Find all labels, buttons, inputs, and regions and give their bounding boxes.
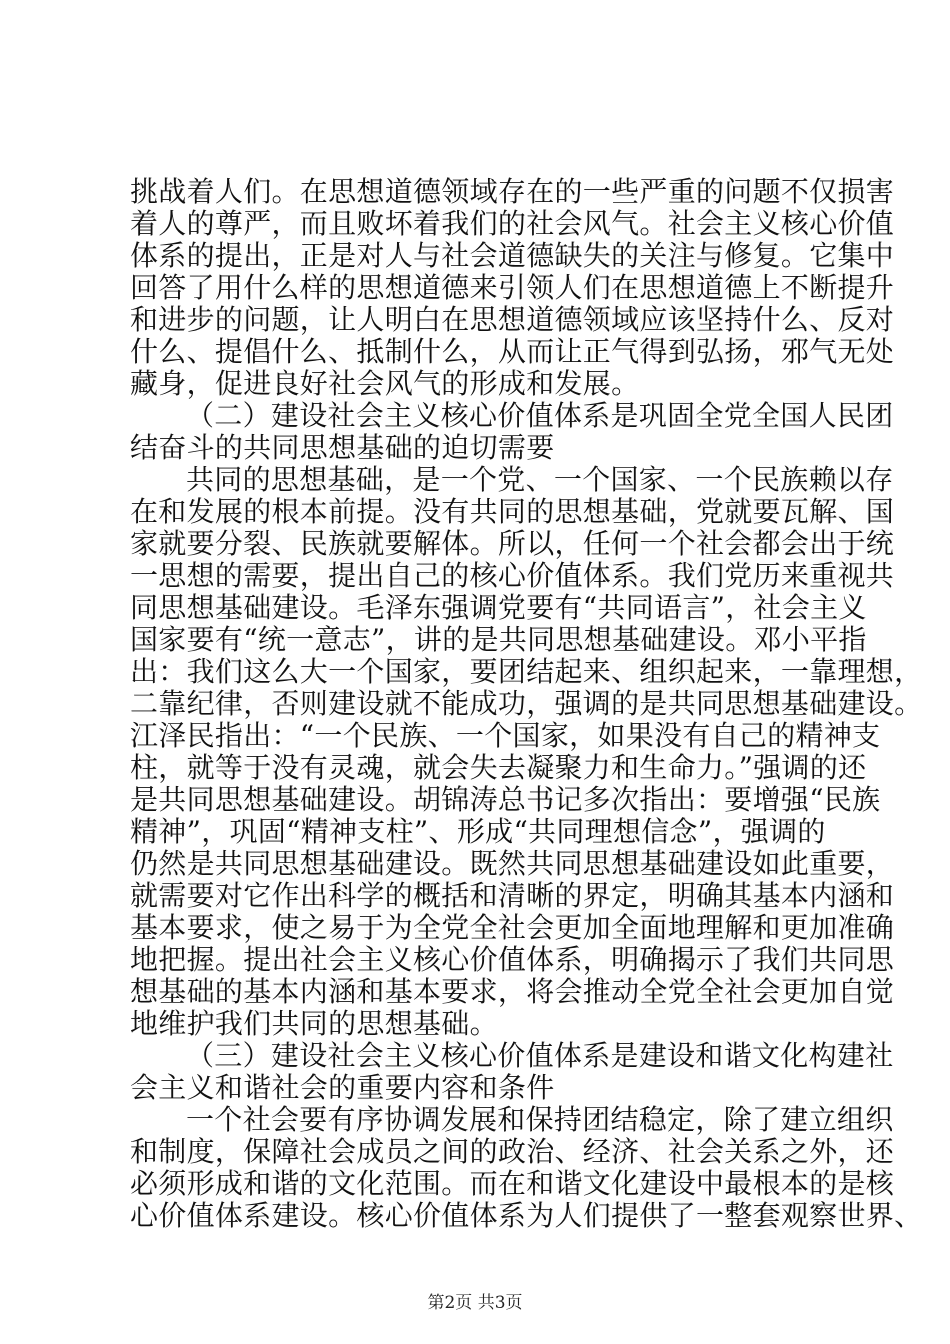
- text-line-22: 仍然是共同思想基础建设。既然共同思想基础建设如此重要，: [130, 847, 895, 880]
- section-heading-3-line-1: （三）建设社会主义核心价值体系是建设和谐文化构建社: [186, 1039, 894, 1072]
- text-line-6: 什么、提倡什么、抵制什么，从而让正气得到弘扬，邪气无处: [130, 335, 895, 368]
- text-line-15: 国家要有“统一意志”，讲的是共同思想基础建设。邓小平指: [130, 623, 867, 656]
- text-line-13: 一思想的需要，提出自己的核心价值体系。我们党历来重视共: [130, 559, 895, 592]
- section-heading-3-line-2: 会主义和谐社会的重要内容和条件: [130, 1071, 555, 1104]
- text-line-12: 家就要分裂、民族就要解体。所以，任何一个社会都会出于统: [130, 527, 895, 560]
- text-line-14: 同思想基础建设。毛泽东强调党要有“共同语言”，社会主义: [130, 591, 867, 624]
- text-line-16: 出：我们这么大一个国家，要团结起来、组织起来，一靠理想，: [130, 655, 923, 688]
- section-heading-2-line-2: 结奋斗的共同思想基础的迫切需要: [130, 431, 555, 464]
- text-line-32: 必须形成和谐的文化范围。而在和谐文化建设中最根本的是核: [130, 1167, 895, 1200]
- page-number-footer: 第2页 共3页: [427, 1293, 523, 1313]
- text-line-18: 江泽民指出：“一个民族、一个国家，如果没有自己的精神支: [130, 719, 881, 752]
- text-line-26: 想基础的基本内涵和基本要求，将会推动全党全社会更加自觉: [130, 975, 895, 1008]
- section-heading-2-line-1: （二）建设社会主义核心价值体系是巩固全党全国人民团: [186, 399, 894, 432]
- text-line-10: 共同的思想基础，是一个党、一个国家、一个民族赖以存: [186, 463, 894, 496]
- text-line-31: 和制度，保障社会成员之间的政治、经济、社会关系之外，还: [130, 1135, 895, 1168]
- text-line-4: 回答了用什么样的思想道德来引领人们在思想道德上不断提升: [130, 271, 895, 304]
- text-line-21: 精神”，巩固“精神支柱”、形成“共同理想信念”，强调的: [130, 815, 826, 848]
- text-line-23: 就需要对它作出科学的概括和清晰的界定，明确其基本内涵和: [130, 879, 895, 912]
- text-line-5: 和进步的问题，让人明白在思想道德领域应该坚持什么、反对: [130, 303, 895, 336]
- text-line-27: 地维护我们共同的思想基础。: [130, 1007, 498, 1040]
- text-line-30: 一个社会要有序协调发展和保持团结稳定，除了建立组织: [186, 1103, 894, 1136]
- text-line-33: 心价值体系建设。核心价值体系为人们提供了一整套观察世界、: [130, 1199, 923, 1232]
- text-line-7: 藏身，促进良好社会风气的形成和发展。: [130, 367, 640, 400]
- text-line-20: 是共同思想基础建设。胡锦涛总书记多次指出：要增强“民族: [130, 783, 881, 816]
- text-line-11: 在和发展的根本前提。没有共同的思想基础，党就要瓦解、国: [130, 495, 895, 528]
- text-line-19: 柱，就等于没有灵魂，就会失去凝聚力和生命力。”强调的还: [130, 751, 867, 784]
- text-line-25: 地把握。提出社会主义核心价值体系，明确揭示了我们共同思: [130, 943, 895, 976]
- text-line-17: 二靠纪律，否则建设就不能成功，强调的是共同思想基础建设。: [130, 687, 923, 720]
- text-line-3: 体系的提出，正是对人与社会道德缺失的关注与修复。它集中: [130, 239, 895, 272]
- text-line-2: 着人的尊严，而且败坏着我们的社会风气。社会主义核心价值: [130, 207, 895, 240]
- text-line-1: 挑战着人们。在思想道德领域存在的一些严重的问题不仅损害: [130, 175, 895, 208]
- text-line-24: 基本要求，使之易于为全党全社会更加全面地理解和更加准确: [130, 911, 895, 944]
